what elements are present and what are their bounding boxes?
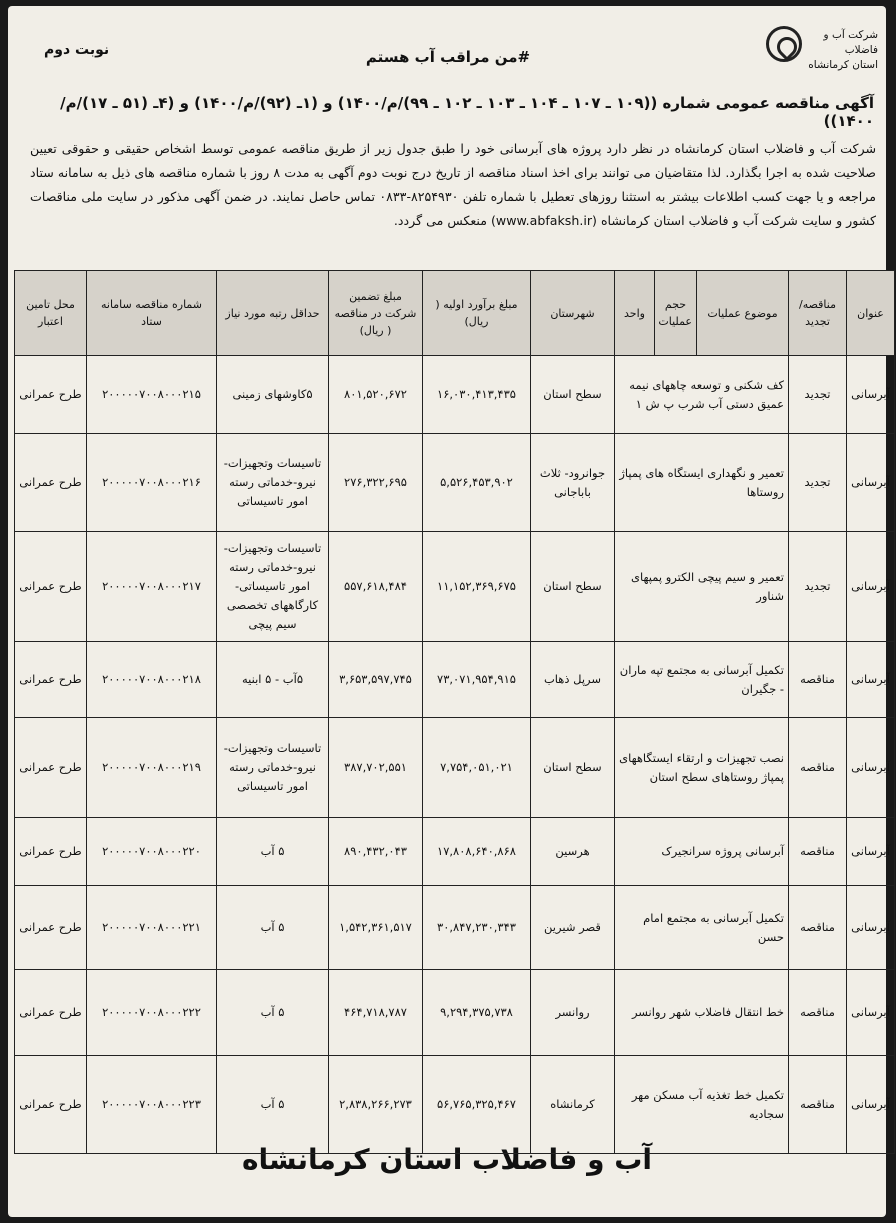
table-cell: تعمیر و نگهداری ایستگاه های پمپاژ روستاها xyxy=(615,434,789,532)
table-cell: ۲۰۰۰۰۰۷۰۰۸۰۰۰۲۱۸ xyxy=(87,642,217,718)
table-cell: ۲,۸۳۸,۲۶۶,۲۷۳ xyxy=(329,1056,423,1154)
column-header: مناقصه/ تجدید xyxy=(789,271,847,356)
table-cell: تجدید xyxy=(789,532,847,642)
table-cell: جوانرود- ثلاث باباجانی xyxy=(531,434,615,532)
table-cell: تاسیسات وتجهیزات- نیرو-خدماتی رسته امور تاسیساتی xyxy=(217,718,329,818)
table-cell: مناقصه xyxy=(789,718,847,818)
table-cell: ۲۰۰۰۰۰۷۰۰۸۰۰۰۲۲۲ xyxy=(87,970,217,1056)
table-cell: آبرسانی xyxy=(847,970,895,1056)
table-row xyxy=(15,356,895,434)
table-cell: ۱۶,۰۳۰,۴۱۳,۴۳۵ xyxy=(423,356,531,434)
table-cell: روانسر xyxy=(531,970,615,1056)
footer-org-name: آب و فاضلاب استان کرمانشاه xyxy=(241,1143,652,1176)
table-cell: خط انتقال فاضلاب شهر روانسر xyxy=(615,970,789,1056)
table-cell: ۵آب - ۵ ابنیه xyxy=(217,642,329,718)
table-row xyxy=(15,1056,895,1154)
table-cell: نصب تجهیزات و ارتقاء ایستگاههای پمپاژ روستاهای سطح استان xyxy=(615,718,789,818)
table-cell: ۵ آب xyxy=(217,818,329,886)
table-cell: سطح استان xyxy=(531,718,615,818)
table-cell: هرسین xyxy=(531,818,615,886)
table-cell: طرح عمرانی xyxy=(15,886,87,970)
table-cell: ۷,۷۵۴,۰۵۱,۰۲۱ xyxy=(423,718,531,818)
table-cell: سطح استان xyxy=(531,532,615,642)
table-cell: طرح عمرانی xyxy=(15,970,87,1056)
table-cell: ۱۱,۱۵۲,۳۶۹,۶۷۵ xyxy=(423,532,531,642)
table-cell: آبرسانی xyxy=(847,1056,895,1154)
table-cell: تجدید xyxy=(789,356,847,434)
table-cell: مناقصه xyxy=(789,818,847,886)
table-cell: کرمانشاه xyxy=(531,1056,615,1154)
table-cell: ۸۰۱,۵۲۰,۶۷۲ xyxy=(329,356,423,434)
tender-table xyxy=(14,270,895,1154)
table-cell: مناقصه xyxy=(789,1056,847,1154)
table-cell: تکمیل خط تغذیه آب مسکن مهر سجادیه xyxy=(615,1056,789,1154)
table-cell: ۹,۲۹۴,۳۷۵,۷۳۸ xyxy=(423,970,531,1056)
table-cell: مناقصه xyxy=(789,886,847,970)
publication-turn: نوبت دوم xyxy=(44,42,110,58)
table-cell: ۳۸۷,۷۰۲,۵۵۱ xyxy=(329,718,423,818)
column-header: شهرستان xyxy=(531,271,615,356)
table-cell: ۲۷۶,۳۲۲,۶۹۵ xyxy=(329,434,423,532)
table-cell: ۵ آب xyxy=(217,970,329,1056)
table-cell: ۵کاوشهای زمینی xyxy=(217,356,329,434)
table-cell: ۲۰۰۰۰۰۷۰۰۸۰۰۰۲۱۹ xyxy=(87,718,217,818)
table-body xyxy=(15,356,895,1154)
table-cell: آبرسانی xyxy=(847,356,895,434)
table-cell: ۲۰۰۰۰۰۷۰۰۸۰۰۰۲۲۰ xyxy=(87,818,217,886)
column-header: محل تامین اعتبار xyxy=(15,271,87,356)
table-cell: ۵۵۷,۶۱۸,۴۸۴ xyxy=(329,532,423,642)
water-drop-logo-icon xyxy=(766,26,802,62)
column-header: عنوان xyxy=(847,271,895,356)
column-header: موضوع عملیات xyxy=(697,271,789,356)
table-cell: آبرسانی xyxy=(847,434,895,532)
table-cell: طرح عمرانی xyxy=(15,642,87,718)
table-cell: ۵ آب xyxy=(217,886,329,970)
table-cell: آبرسانی xyxy=(847,642,895,718)
table-cell: ۱۷,۸۰۸,۶۴۰,۸۶۸ xyxy=(423,818,531,886)
table-cell: آبرسانی xyxy=(847,532,895,642)
table-row xyxy=(15,642,895,718)
table-cell: ۲۰۰۰۰۰۷۰۰۸۰۰۰۲۱۵ xyxy=(87,356,217,434)
table-cell: ۲۰۰۰۰۰۷۰۰۸۰۰۰۲۱۷ xyxy=(87,532,217,642)
table-cell: آبرسانی xyxy=(847,718,895,818)
table-cell: تاسیسات وتجهیزات- نیرو-خدماتی رسته امور تاسیساتی- کارگاههای تخصصی سیم پیچی xyxy=(217,532,329,642)
org-line-2: استان کرمانشاه xyxy=(808,59,878,71)
table-cell: طرح عمرانی xyxy=(15,1056,87,1154)
column-header: مبلغ برآورد اولیه ( ریال) xyxy=(423,271,531,356)
org-line-1: شرکت آب و فاضلاب xyxy=(823,29,878,56)
table-cell: طرح عمرانی xyxy=(15,718,87,818)
column-header: شماره مناقصه سامانه ستاد xyxy=(87,271,217,356)
table-cell: تاسیسات وتجهیزات- نیرو-خدماتی رسته امور تاسیساتی xyxy=(217,434,329,532)
table-cell: ۵۶,۷۶۵,۳۲۵,۴۶۷ xyxy=(423,1056,531,1154)
table-cell: تکمیل آبرسانی به مجتمع تپه ماران - جگیران xyxy=(615,642,789,718)
table-cell: آبرسانی xyxy=(847,818,895,886)
table-cell: سطح استان xyxy=(531,356,615,434)
header xyxy=(8,6,886,96)
table-cell: ۳۰,۸۴۷,۲۳۰,۳۴۳ xyxy=(423,886,531,970)
table-cell: سرپل ذهاب xyxy=(531,642,615,718)
table-cell: آبرسانی پروژه سرانجیرک xyxy=(615,818,789,886)
table-cell: ۲۰۰۰۰۰۷۰۰۸۰۰۰۲۲۳ xyxy=(87,1056,217,1154)
table-cell: ۲۰۰۰۰۰۷۰۰۸۰۰۰۲۲۱ xyxy=(87,886,217,970)
organization-name xyxy=(808,28,878,73)
table-cell: طرح عمرانی xyxy=(15,532,87,642)
table-cell: ۱,۵۴۲,۳۶۱,۵۱۷ xyxy=(329,886,423,970)
table-cell: مناقصه xyxy=(789,970,847,1056)
tender-headline: آگهی مناقصه عمومی شماره ((۱۰۹ ـ ۱۰۷ ـ ۱۰۴ ـ ۱۰۳ ـ ۱۰۲ ـ ۹۹)/م/۱۴۰۰) و (۱ـ (۹۲)/م/۱۴۰۰) و (۴ـ (۵۱ ـ ۱۷)/م/۱۴۰۰)) xyxy=(60,94,874,130)
table-cell: کف شکنی و توسعه چاههای نیمه عمیق دستی آب شرب پ ش ۱ xyxy=(615,356,789,434)
table-cell: قصر شیرین xyxy=(531,886,615,970)
table-row xyxy=(15,818,895,886)
table-cell: ۷۳,۰۷۱,۹۵۴,۹۱۵ xyxy=(423,642,531,718)
intro-paragraph: شرکت آب و فاضلاب استان کرمانشاه در نظر دارد پروژه های آبرسانی خود را طبق جدول زیر از طریق مناقصه عمومی توسط اشخاص حقیقی و حقوقی تعیین صلاحیت شده به اجرا بگذارد. لذا متقاضیان می توانند برای اخذ اسناد مناقصه از تاریخ درج نوبت دوم آگهی به مدت ۸ روز با شماره مناقصه های ذیل به سامانه ستاد مراجعه و یا جهت کسب اطلاعات بیشتر به استثنا روزهای تعطیل با شماره تلفن ۸۲۵۴۹۳۰-۰۸۳۳ تماس حاصل نمایند. در ضمن آگهی مذکور در سایت ملی مناقصات کشور و سایت شرکت آب و فاضلاب استان کرمانشاه (www.abfaksh.ir) منعکس می گردد. xyxy=(30,141,876,228)
table-cell: طرح عمرانی xyxy=(15,818,87,886)
column-header: حداقل رتبه مورد نیاز xyxy=(217,271,329,356)
table-cell: ۵ آب xyxy=(217,1056,329,1154)
table-cell: ۵,۵۲۶,۴۵۳,۹۰۲ xyxy=(423,434,531,532)
table-cell: ۴۶۴,۷۱۸,۷۸۷ xyxy=(329,970,423,1056)
table-cell: ۳,۶۵۳,۵۹۷,۷۴۵ xyxy=(329,642,423,718)
column-header: حجم عملیات xyxy=(655,271,697,356)
table-cell: تجدید xyxy=(789,434,847,532)
table-row xyxy=(15,970,895,1056)
table-header-row xyxy=(15,271,895,356)
slogan: #من مراقب آب هستم xyxy=(365,48,531,66)
table-row xyxy=(15,718,895,818)
column-header: واحد xyxy=(615,271,655,356)
table-row xyxy=(15,434,895,532)
table-row xyxy=(15,532,895,642)
table-cell: ۲۰۰۰۰۰۷۰۰۸۰۰۰۲۱۶ xyxy=(87,434,217,532)
table-cell: تعمیر و سیم پیچی الکترو پمپهای شناور xyxy=(615,532,789,642)
table-cell: مناقصه xyxy=(789,642,847,718)
table-cell: طرح عمرانی xyxy=(15,434,87,532)
table-row xyxy=(15,886,895,970)
column-header: مبلغ تضمین شرکت در مناقصه ( ریال) xyxy=(329,271,423,356)
table-cell: تکمیل آبرسانی به مجتمع امام حسن xyxy=(615,886,789,970)
table-cell: آبرسانی xyxy=(847,886,895,970)
table-cell: ۸۹۰,۴۳۲,۰۴۳ xyxy=(329,818,423,886)
table-cell: طرح عمرانی xyxy=(15,356,87,434)
